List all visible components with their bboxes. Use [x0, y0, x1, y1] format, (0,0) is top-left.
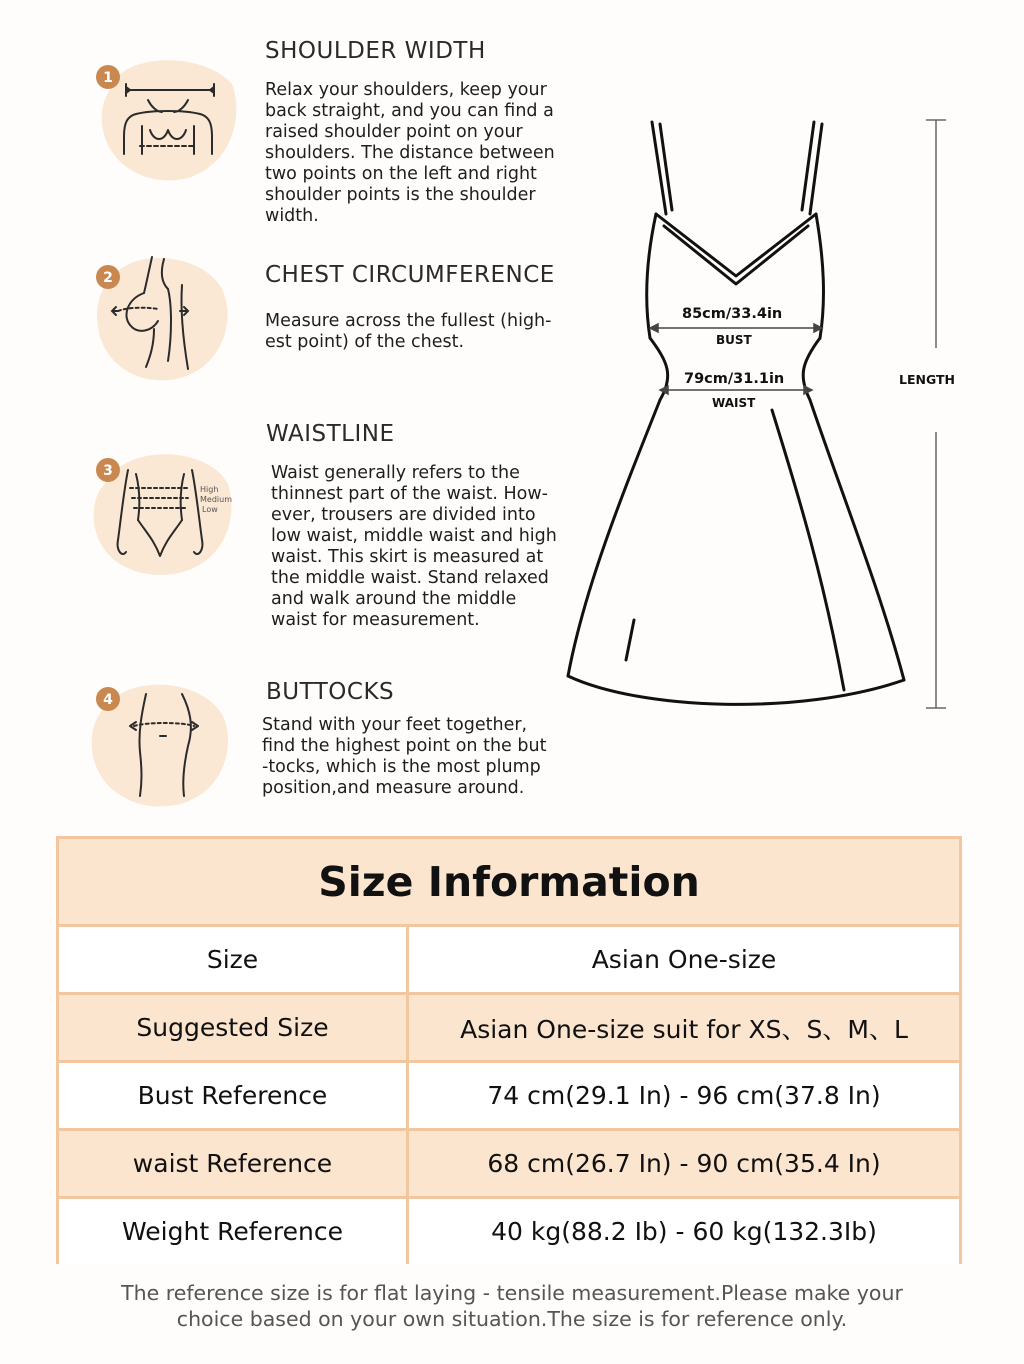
table-row-weight-reference [59, 1199, 959, 1264]
row-label: Bust Reference [59, 1063, 409, 1128]
row-value: 40 kg(88.2 Ib) - 60 kg(132.3Ib) [491, 1217, 877, 1246]
step-2-number: 2 [103, 270, 113, 286]
table-row-waist-reference [59, 1131, 959, 1199]
step-4-badge [93, 684, 123, 714]
table-header [59, 839, 959, 927]
shoulder-width-text: Relax your shoulders, keep your back straight, and you can find a raised shoulder point on your shoulders. The distance between two points on the left and right shoulder points is the shoulder width. [265, 80, 555, 226]
step-1-number: 1 [103, 70, 113, 86]
row-label: waist Reference [59, 1131, 409, 1196]
waistline-text: Waist generally refers to the thinnest part of the waist. How- ever, trousers are divided into low waist, middle waist and high waist. This skirt is measured at the middle waist. Stand relaxed and walk around the middle waist for measurement. [271, 463, 557, 630]
step-2-badge [93, 262, 123, 292]
size-information-table [56, 836, 962, 1264]
chest-circumference-title: CHEST CIRCUMFERENCE [265, 262, 555, 288]
row-value: Asian One-size [591, 945, 777, 974]
step-3-badge [93, 455, 123, 485]
step-3-number: 3 [103, 463, 113, 479]
waist-high-label: High [200, 485, 219, 494]
buttocks-text: Stand with your feet together, find the highest point on the but -tocks, which is the most plump position,and measure around. [262, 715, 547, 798]
chest-circumference-text: Measure across the fullest (high- est point) of the chest. [265, 311, 552, 352]
buttocks-title: BUTTOCKS [266, 679, 395, 705]
table-row-suggested-size [59, 995, 959, 1063]
dress-outline [560, 110, 1020, 730]
row-label: Weight Reference [59, 1199, 409, 1264]
reference-footnote: The reference size is for flat laying - tensile measurement.Please make your choice based on your own situation.The size is for reference only. [121, 1281, 903, 1331]
row-value: Asian One-size suit for XS、S、M、L [460, 1014, 908, 1044]
step-4-number: 4 [103, 692, 113, 708]
shoulder-width-title: SHOULDER WIDTH [265, 38, 486, 64]
row-value: 74 cm(29.1 In) - 96 cm(37.8 In) [487, 1081, 881, 1110]
dress-diagram [560, 110, 1020, 730]
step-1-badge [93, 62, 123, 92]
waist-low-label: Low [202, 505, 218, 514]
table-row-bust-reference [59, 1063, 959, 1131]
bust-value: 85cm/33.4in [682, 306, 783, 322]
row-value: 68 cm(26.7 In) - 90 cm(35.4 In) [487, 1149, 881, 1178]
waistline-title: WAISTLINE [266, 421, 395, 447]
row-label: Size [59, 927, 409, 992]
waist-value: 79cm/31.1in [684, 371, 785, 387]
table-title: Size Information [318, 857, 700, 906]
bust-label: BUST [716, 333, 752, 347]
length-label: LENGTH [899, 372, 955, 387]
waist-medium-label: Medium [200, 495, 232, 504]
row-label: Suggested Size [59, 995, 409, 1060]
table-row-size [59, 927, 959, 995]
waist-label: WAIST [712, 396, 756, 410]
